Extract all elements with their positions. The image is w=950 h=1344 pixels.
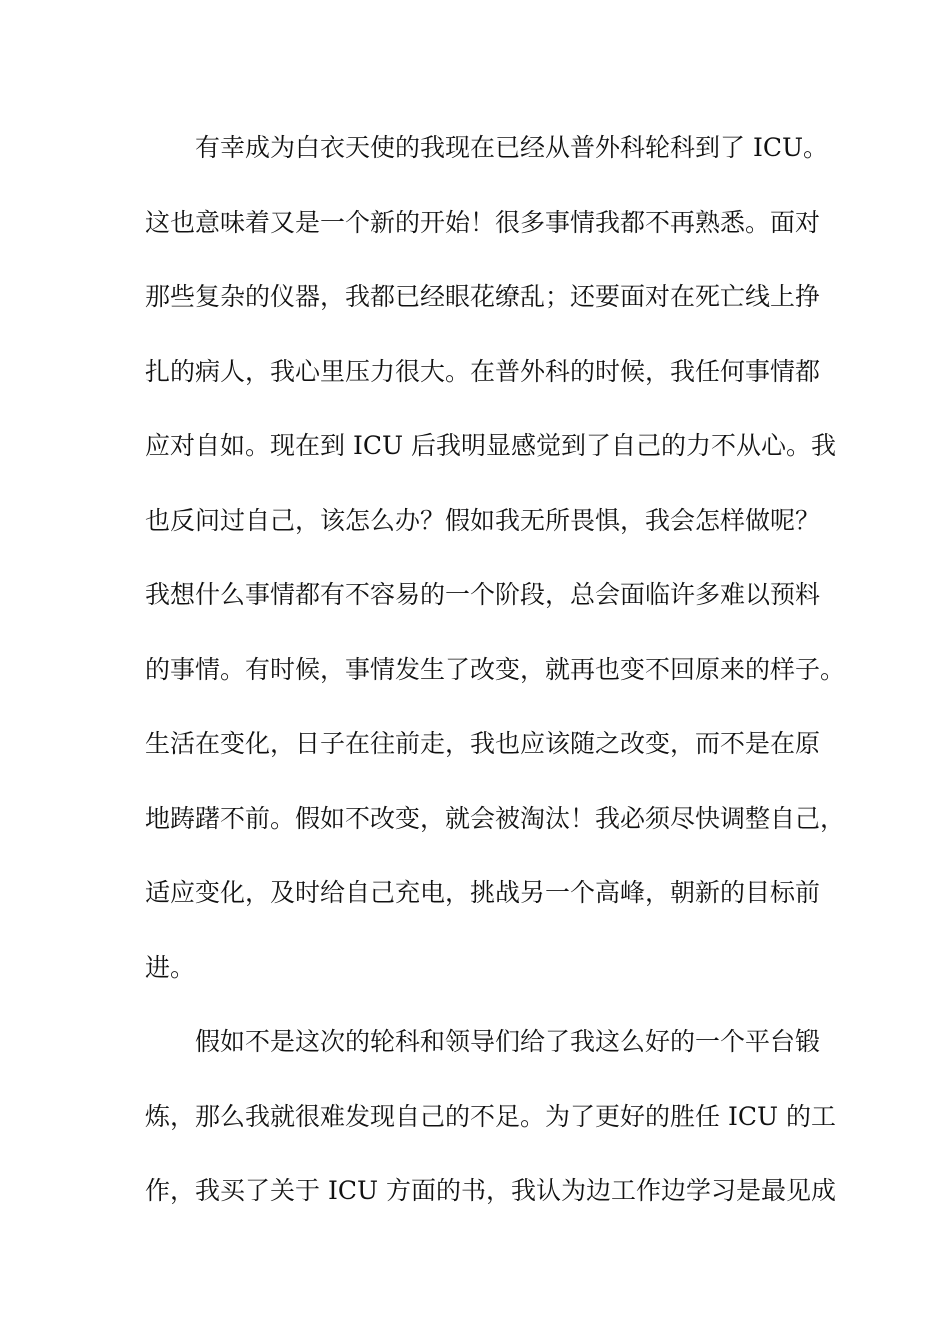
paragraph-2-line-3: 作，我买了关于 ICU 方面的书，我认为边工作边学习是最见成 [145,1176,836,1205]
paragraph-1-line-9: 生活在变化，日子在往前走，我也应该随之改变，而不是在原 [145,729,821,758]
body-text [145,128,846,1246]
paragraph-1-line-7: 我想什么事情都有不容易的一个阶段，总会面临许多难以预料 [145,580,821,609]
paragraph-1-line-2: 这也意味着又是一个新的开始！很多事情我都不再熟悉。面对 [145,207,821,237]
paragraph-1-line-4: 扎的病人，我心里压力很大。在普外科的时候，我任何事情都 [145,356,821,386]
paragraph-1-line-3: 那些复杂的仪器，我都已经眼花缭乱；还要面对在死亡线上挣 [145,282,821,311]
paragraph-2-line-1: 假如不是这次的轮科和领导们给了我这么好的一个平台锻 [195,1027,821,1056]
paragraph-1-line-12: 进。 [145,952,196,982]
paragraph-2-line-2: 炼，那么我就很难发现自己的不足。为了更好的胜任 ICU 的工 [145,1101,836,1131]
paragraph-1-line-10: 地踌躇不前。假如不改变，就会被淘汰！我必须尽快调整自己， [145,803,846,833]
paragraph-1-line-6: 也反问过自己，该怎么办？假如我无所畏惧，我会怎样做呢？ [145,505,821,535]
paragraph-1-line-1: 有幸成为白衣天使的我现在已经从普外科轮科到了 ICU。 [195,133,829,162]
paragraph-1-line-11: 适应变化，及时给自己充电，挑战另一个高峰，朝新的目标前 [145,878,821,907]
paragraph-1-line-8: 的事情。有时候，事情发生了改变，就再也变不回原来的样子。 [145,654,846,684]
paragraph-1-line-5: 应对自如。现在到 ICU 后我明显感觉到了自己的力不从心。我 [145,431,836,460]
